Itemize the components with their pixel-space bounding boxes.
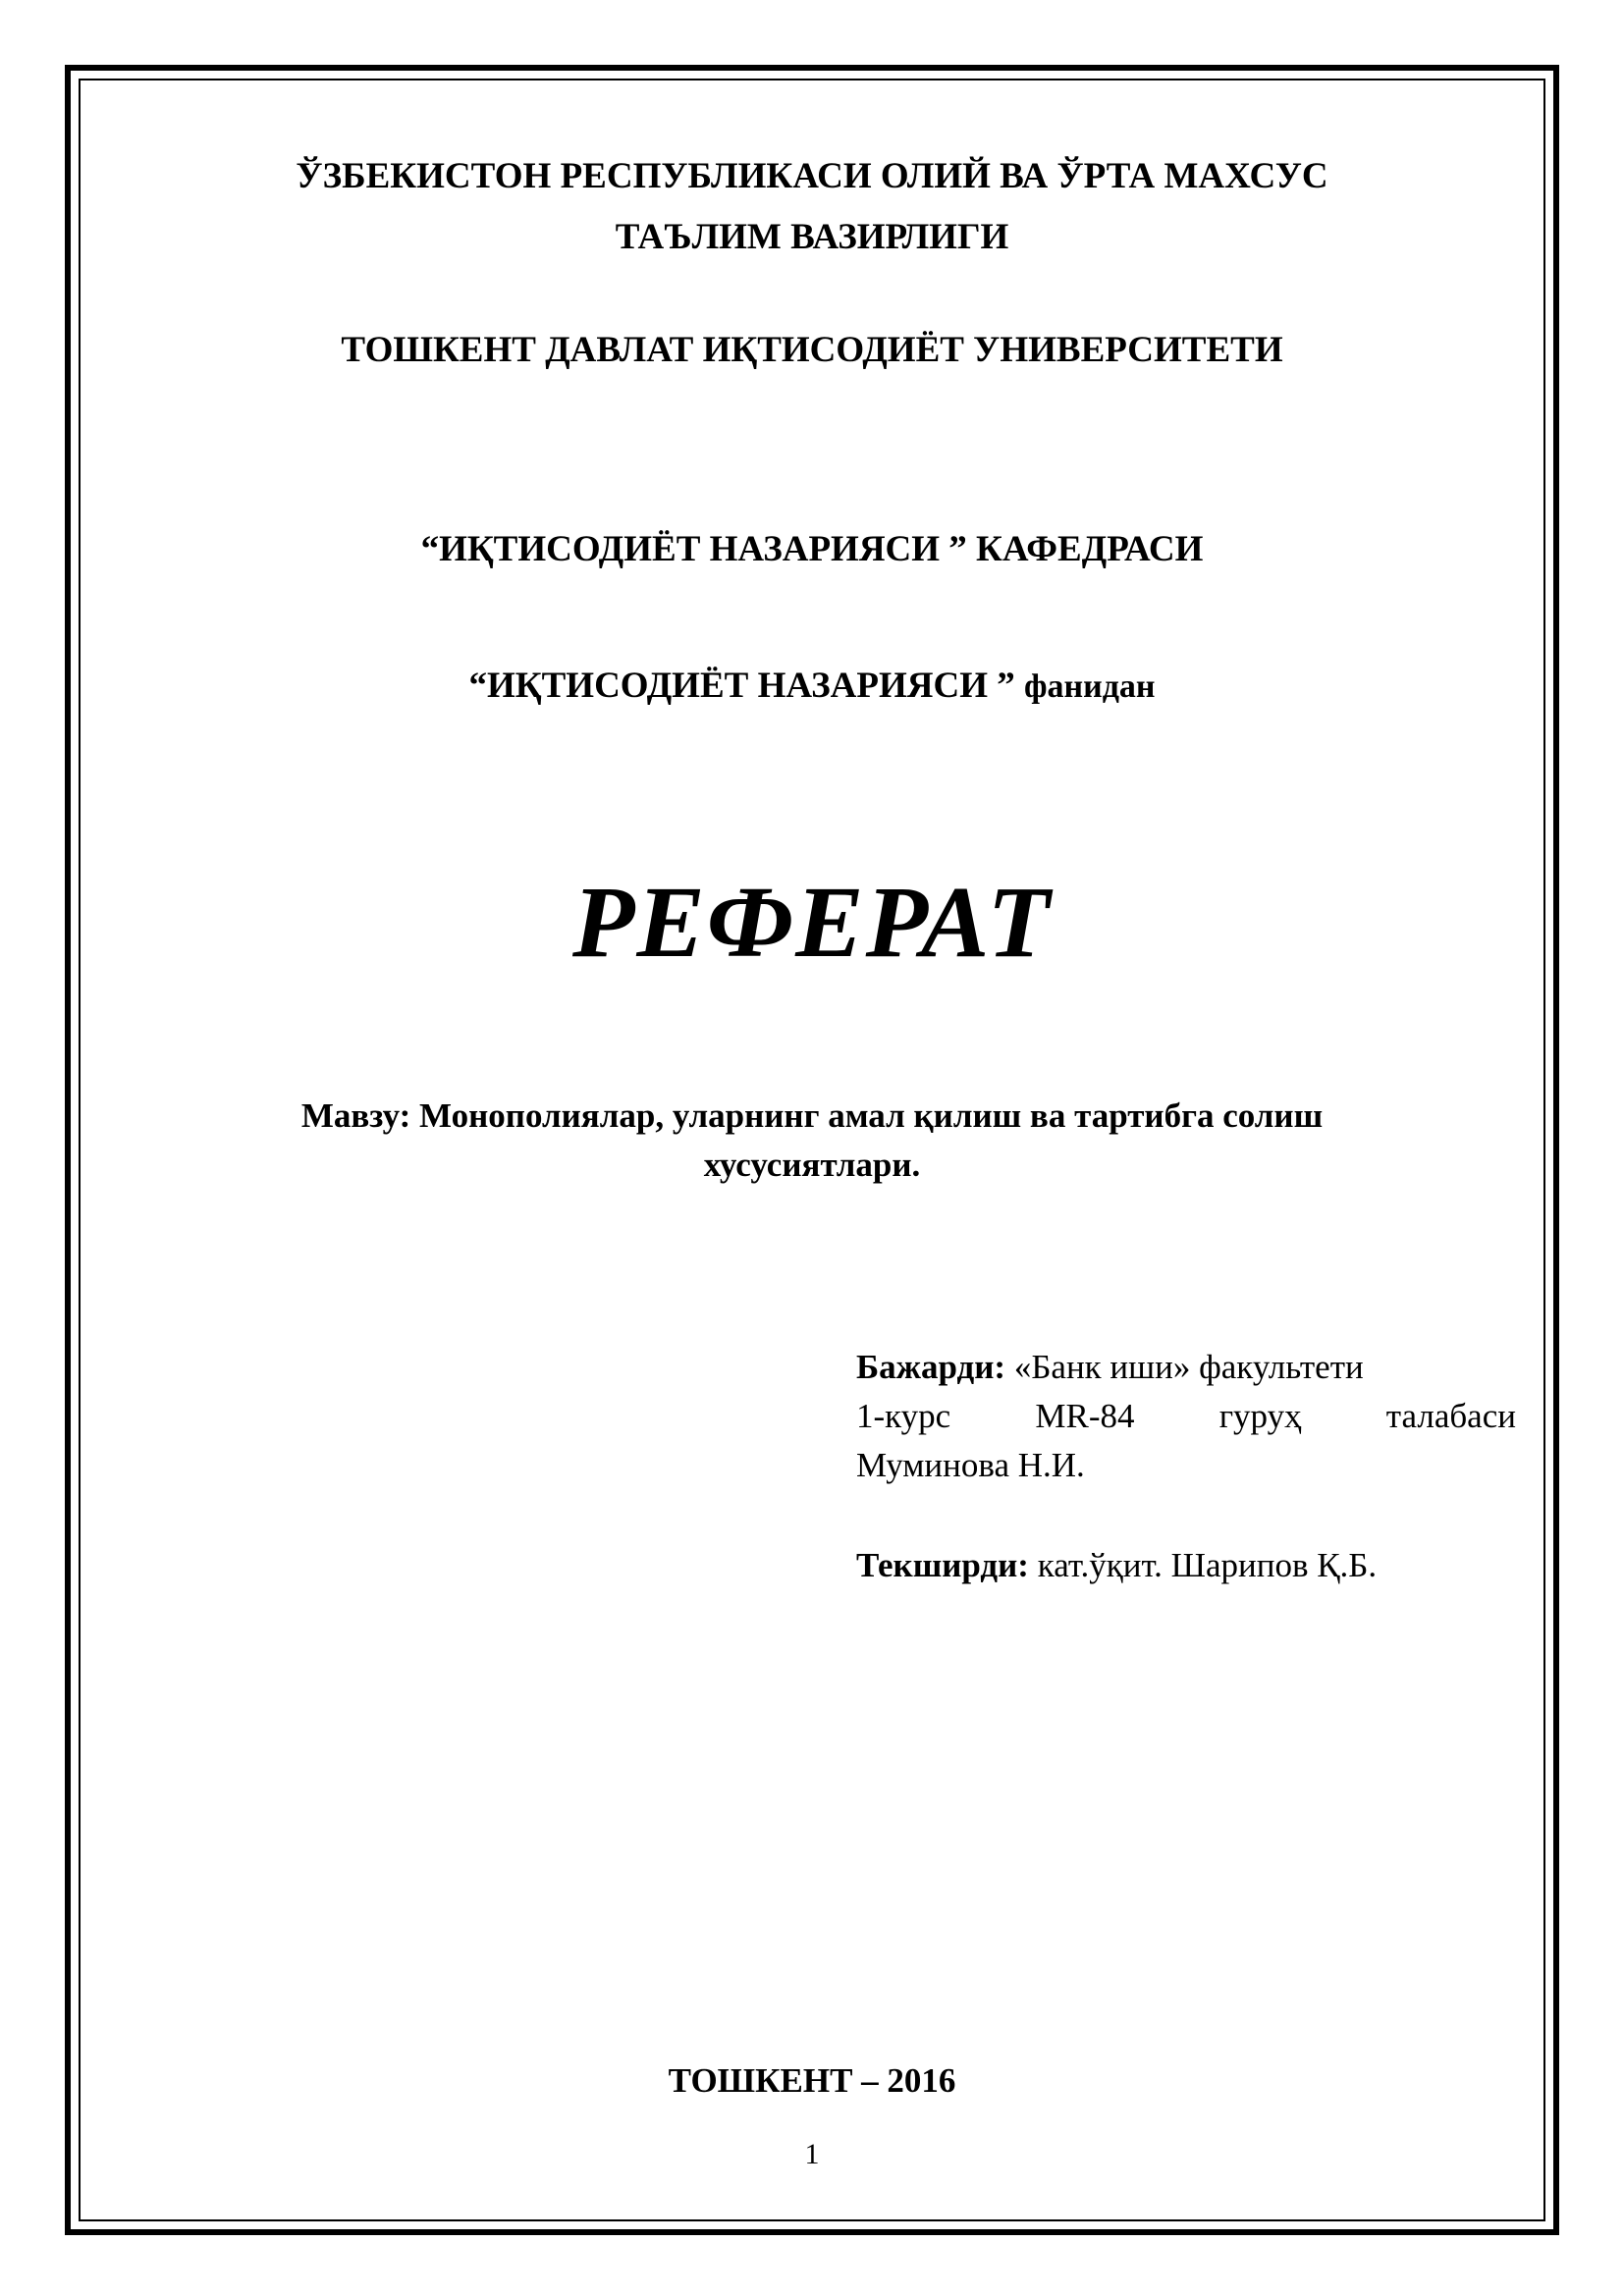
subject-suffix: фанидан — [1024, 668, 1156, 705]
group-word: гуруҳ — [1218, 1397, 1302, 1435]
checked-by-label: Текширди: — [856, 1546, 1029, 1584]
subject-name: “ИҚТИСОДИЁТ НАЗАРИЯСИ ” — [468, 666, 1015, 706]
topic-line-2: хусусиятлари. — [703, 1146, 921, 1184]
ministry-line-1: ЎЗБЕКИСТОН РЕСПУБЛИКАСИ ОЛИЙ ВА ЎРТА МАХСУС — [296, 156, 1328, 196]
subject-line — [0, 665, 1624, 707]
teacher-name: кат.ўқит. Шарипов Қ.Б. — [1037, 1546, 1378, 1584]
performed-by-line — [856, 1343, 1516, 1392]
ministry-line-2: ТАЪЛИМ ВАЗИРЛИГИ — [615, 217, 1009, 257]
university-name: ТОШКЕНТ ДАВЛАТ ИҚТИСОДИЁТ УНИВЕРСИТЕТИ — [341, 330, 1283, 370]
department-name: “ИҚТИСОДИЁТ НАЗАРИЯСИ ” КАФЕДРАСИ — [420, 529, 1204, 569]
course-group-line — [856, 1392, 1516, 1441]
page-number: 1 — [804, 2138, 820, 2170]
group-code: MR-84 — [1035, 1397, 1135, 1435]
document-title: РЕФЕРАТ — [572, 866, 1052, 979]
student-name: Муминова Н.И. — [856, 1446, 1085, 1484]
topic-line-1: Мавзу: Монополиялар, уларнинг амал қилиш ва тартибга солиш — [300, 1096, 1324, 1135]
city-year: ТОШКЕНТ – 2016 — [668, 2061, 956, 2100]
checked-by-block — [856, 1541, 1516, 1590]
faculty-text: «Банк иши» факультети — [1013, 1348, 1364, 1386]
course-word: 1-курс — [856, 1397, 951, 1435]
performed-by-label: Бажарди: — [856, 1348, 1006, 1386]
student-word: талабаси — [1385, 1397, 1516, 1435]
performed-by-block — [856, 1343, 1516, 1490]
